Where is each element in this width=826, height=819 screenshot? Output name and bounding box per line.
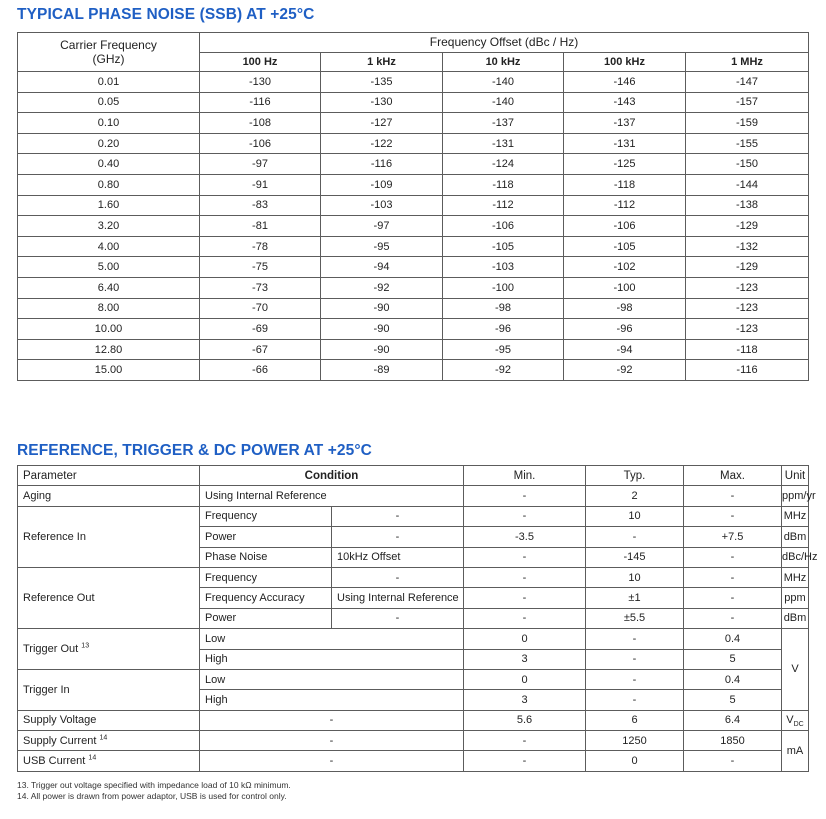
footnote: 14. All power is drawn from power adaptor, USB is used for control only. <box>17 790 287 801</box>
ref-out-min: - <box>464 588 586 608</box>
ref-in-unit: dBc/Hz <box>782 547 809 567</box>
trigger-in-max: 0.4 <box>684 669 782 689</box>
trigger-out-min: 0 <box>464 629 586 649</box>
phase-noise-cell: -102 <box>564 257 686 278</box>
trigger-out-condition: Low <box>200 629 464 649</box>
aging-max: - <box>684 486 782 506</box>
phase-noise-cell: -112 <box>443 195 564 216</box>
offset-header: 100 Hz <box>200 52 321 72</box>
phase-noise-cell: -106 <box>200 133 321 154</box>
min-header: Min. <box>464 466 586 486</box>
phase-noise-cell: -90 <box>321 298 443 319</box>
supply-current-typ: 1250 <box>586 731 684 751</box>
reference-out-param: Reference Out <box>18 567 200 628</box>
supply-voltage-condition: - <box>200 710 464 730</box>
ref-in-unit: dBm <box>782 527 809 547</box>
carrier-frequency-cell: 0.10 <box>18 113 200 134</box>
carrier-frequency-cell: 10.00 <box>18 319 200 340</box>
carrier-frequency-cell: 8.00 <box>18 298 200 319</box>
supply-current-param: Supply Current $^{14}$ <box>18 731 200 751</box>
phase-noise-cell: -69 <box>200 319 321 340</box>
ref-out-min: - <box>464 567 586 587</box>
table-row <box>18 751 809 771</box>
table-row <box>18 567 809 587</box>
phase-noise-cell: -92 <box>564 360 686 381</box>
table-row <box>18 113 809 134</box>
ref-in-min: -3.5 <box>464 527 586 547</box>
usb-current-param: USB Current $^{14}$ <box>18 751 200 771</box>
footnotes <box>17 780 291 801</box>
max-header: Max. <box>684 466 782 486</box>
table-row <box>18 629 809 649</box>
phase-noise-cell: -73 <box>200 277 321 298</box>
ref-in-condition: Phase Noise <box>200 547 332 567</box>
frequency-offset-header: Frequency Offset (dBc / Hz) <box>200 33 809 53</box>
aging-typ: 2 <box>586 486 684 506</box>
trigger-out-typ: - <box>586 649 684 669</box>
phase-noise-cell: -123 <box>686 277 809 298</box>
trigger-out-min: 3 <box>464 649 586 669</box>
usb-current-max: - <box>684 751 782 771</box>
trigger-out-typ: - <box>586 629 684 649</box>
carrier-frequency-cell: 12.80 <box>18 339 200 360</box>
phase-noise-cell: -123 <box>686 298 809 319</box>
table-row <box>18 257 809 278</box>
offset-header: 1 kHz <box>321 52 443 72</box>
current-unit: mA <box>782 731 809 772</box>
trigger-out-condition: High <box>200 649 464 669</box>
phase-noise-cell: -92 <box>443 360 564 381</box>
reference-in-param: Reference In <box>18 506 200 567</box>
ref-out-typ: 10 <box>586 567 684 587</box>
phase-noise-cell: -140 <box>443 72 564 93</box>
footnote: 13. Trigger out voltage specified with impedance load of 10 kΩ minimum. <box>17 780 291 790</box>
ref-in-condition: Frequency <box>200 506 332 526</box>
phase-noise-cell: -118 <box>686 339 809 360</box>
phase-noise-cell: -78 <box>200 236 321 257</box>
phase-noise-cell: -130 <box>200 72 321 93</box>
phase-noise-cell: -94 <box>564 339 686 360</box>
carrier-frequency-cell: 0.05 <box>18 92 200 113</box>
table-row <box>18 174 809 195</box>
phase-noise-cell: -96 <box>443 319 564 340</box>
table-row <box>18 154 809 175</box>
phase-noise-cell: -70 <box>200 298 321 319</box>
phase-noise-cell: -90 <box>321 339 443 360</box>
trigger-in-max: 5 <box>684 690 782 710</box>
ref-out-condition: Power <box>200 608 332 628</box>
ref-out-unit: MHz <box>782 567 809 587</box>
ref-out-typ: ±5.5 <box>586 608 684 628</box>
phase-noise-cell: -125 <box>564 154 686 175</box>
phase-noise-cell: -95 <box>321 236 443 257</box>
usb-current-condition: - <box>200 751 464 771</box>
phase-noise-cell: -108 <box>200 113 321 134</box>
trigger-in-condition: High <box>200 690 464 710</box>
supply-voltage-min: 5.6 <box>464 710 586 730</box>
table-row <box>18 486 809 506</box>
phase-noise-cell: -137 <box>443 113 564 134</box>
phase-noise-cell: -123 <box>686 319 809 340</box>
phase-noise-cell: -75 <box>200 257 321 278</box>
supply-voltage-typ: 6 <box>586 710 684 730</box>
table-row <box>18 72 809 93</box>
carrier-frequency-cell: 3.20 <box>18 216 200 237</box>
ref-out-max: - <box>684 608 782 628</box>
phase-noise-cell: -106 <box>443 216 564 237</box>
table-row <box>18 319 809 340</box>
carrier-frequency-cell: 4.00 <box>18 236 200 257</box>
phase-noise-cell: -109 <box>321 174 443 195</box>
ref-in-max: - <box>684 506 782 526</box>
table-row <box>18 216 809 237</box>
table-row <box>18 669 809 689</box>
phase-noise-cell: -100 <box>564 277 686 298</box>
ref-in-condition: Power <box>200 527 332 547</box>
ref-in-min: - <box>464 506 586 526</box>
ref-in-max: +7.5 <box>684 527 782 547</box>
parameter-header: Parameter <box>18 466 200 486</box>
reference-table <box>17 465 818 772</box>
unit-header: Unit <box>782 466 809 486</box>
table-row <box>18 277 809 298</box>
table-row <box>18 236 809 257</box>
phase-noise-cell: -116 <box>686 360 809 381</box>
phase-noise-cell: -66 <box>200 360 321 381</box>
phase-noise-cell: -137 <box>564 113 686 134</box>
phase-noise-cell: -118 <box>443 174 564 195</box>
phase-noise-cell: -116 <box>200 92 321 113</box>
phase-noise-cell: -127 <box>321 113 443 134</box>
phase-noise-cell: -81 <box>200 216 321 237</box>
ref-in-condition-detail: - <box>332 506 464 526</box>
ref-out-condition-detail: Using Internal Reference <box>332 588 464 608</box>
supply-voltage-unit: $V_{DC}$ <box>782 710 809 730</box>
aging-condition: Using Internal Reference <box>200 486 464 506</box>
phase-noise-cell: -97 <box>321 216 443 237</box>
supply-voltage-param: Supply Voltage <box>18 710 200 730</box>
phase-noise-cell: -155 <box>686 133 809 154</box>
ref-out-min: - <box>464 608 586 628</box>
phase-noise-cell: -92 <box>321 277 443 298</box>
phase-noise-cell: -91 <box>200 174 321 195</box>
ref-in-min: - <box>464 547 586 567</box>
phase-noise-cell: -147 <box>686 72 809 93</box>
phase-noise-cell: -131 <box>564 133 686 154</box>
table-row <box>18 506 809 526</box>
table-row <box>18 92 809 113</box>
phase-noise-cell: -105 <box>443 236 564 257</box>
phase-noise-cell: -143 <box>564 92 686 113</box>
phase-noise-cell: -131 <box>443 133 564 154</box>
table-row <box>18 731 809 751</box>
offset-header: 10 kHz <box>443 52 564 72</box>
carrier-frequency-cell: 0.20 <box>18 133 200 154</box>
aging-unit: ppm/yr <box>782 486 809 506</box>
condition-header: Condition <box>200 466 464 486</box>
phase-noise-cell: -159 <box>686 113 809 134</box>
trigger-in-param: Trigger In <box>18 669 200 710</box>
reference-title: REFERENCE, TRIGGER & DC POWER AT +25°C <box>17 442 372 459</box>
usb-current-typ: 0 <box>586 751 684 771</box>
trigger-in-typ: - <box>586 669 684 689</box>
phase-noise-cell: -138 <box>686 195 809 216</box>
phase-noise-cell: -144 <box>686 174 809 195</box>
phase-noise-cell: -100 <box>443 277 564 298</box>
trigger-in-min: 3 <box>464 690 586 710</box>
trigger-unit: V <box>782 629 809 711</box>
trigger-out-param: Trigger Out $^{13}$ <box>18 629 200 670</box>
table-row <box>18 195 809 216</box>
ref-in-max: - <box>684 547 782 567</box>
carrier-frequency-cell: 0.40 <box>18 154 200 175</box>
offset-header: 100 kHz <box>564 52 686 72</box>
phase-noise-cell: -150 <box>686 154 809 175</box>
phase-noise-cell: -97 <box>200 154 321 175</box>
ref-out-condition: Frequency Accuracy <box>200 588 332 608</box>
ref-out-condition: Frequency <box>200 567 332 587</box>
phase-noise-cell: -89 <box>321 360 443 381</box>
trigger-in-condition: Low <box>200 669 464 689</box>
ref-out-typ: ±1 <box>586 588 684 608</box>
ref-in-typ: -145 <box>586 547 684 567</box>
phase-noise-cell: -129 <box>686 257 809 278</box>
phase-noise-cell: -105 <box>564 236 686 257</box>
trigger-out-max: 0.4 <box>684 629 782 649</box>
carrier-frequency-cell: 15.00 <box>18 360 200 381</box>
phase-noise-cell: -103 <box>443 257 564 278</box>
aging-param: Aging <box>18 486 200 506</box>
table-row <box>18 360 809 381</box>
phase-noise-cell: -132 <box>686 236 809 257</box>
ref-out-max: - <box>684 567 782 587</box>
phase-noise-cell: -95 <box>443 339 564 360</box>
ref-in-unit: MHz <box>782 506 809 526</box>
carrier-frequency-cell: 5.00 <box>18 257 200 278</box>
phase-noise-cell: -96 <box>564 319 686 340</box>
trigger-out-max: 5 <box>684 649 782 669</box>
phase-noise-cell: -103 <box>321 195 443 216</box>
phase-noise-cell: -112 <box>564 195 686 216</box>
ref-out-max: - <box>684 588 782 608</box>
phase-noise-table <box>17 32 809 381</box>
phase-noise-cell: -116 <box>321 154 443 175</box>
phase-noise-cell: -157 <box>686 92 809 113</box>
ref-out-unit: ppm <box>782 588 809 608</box>
table-row <box>18 133 809 154</box>
ref-in-condition-detail: - <box>332 527 464 547</box>
phase-noise-cell: -67 <box>200 339 321 360</box>
carrier-frequency-cell: 1.60 <box>18 195 200 216</box>
carrier-frequency-cell: 0.01 <box>18 72 200 93</box>
supply-voltage-max: 6.4 <box>684 710 782 730</box>
phase-noise-cell: -140 <box>443 92 564 113</box>
phase-noise-cell: -98 <box>564 298 686 319</box>
ref-in-typ: - <box>586 527 684 547</box>
ref-out-condition-detail: - <box>332 567 464 587</box>
supply-current-max: 1850 <box>684 731 782 751</box>
supply-current-min: - <box>464 731 586 751</box>
usb-current-min: - <box>464 751 586 771</box>
phase-noise-cell: -146 <box>564 72 686 93</box>
table-row <box>18 298 809 319</box>
phase-noise-title: TYPICAL PHASE NOISE (SSB) AT +25°C <box>17 6 315 23</box>
phase-noise-cell: -98 <box>443 298 564 319</box>
phase-noise-cell: -83 <box>200 195 321 216</box>
trigger-in-typ: - <box>586 690 684 710</box>
trigger-in-min: 0 <box>464 669 586 689</box>
phase-noise-cell: -135 <box>321 72 443 93</box>
typ-header: Typ. <box>586 466 684 486</box>
table-row <box>18 339 809 360</box>
phase-noise-cell: -90 <box>321 319 443 340</box>
phase-noise-cell: -129 <box>686 216 809 237</box>
phase-noise-cell: -122 <box>321 133 443 154</box>
carrier-frequency-cell: 0.80 <box>18 174 200 195</box>
table-row <box>18 710 809 730</box>
carrier-frequency-cell: 6.40 <box>18 277 200 298</box>
ref-out-condition-detail: - <box>332 608 464 628</box>
phase-noise-cell: -124 <box>443 154 564 175</box>
carrier-frequency-header: Carrier Frequency (GHz) <box>18 33 200 72</box>
phase-noise-cell: -130 <box>321 92 443 113</box>
supply-current-condition: - <box>200 731 464 751</box>
ref-out-unit: dBm <box>782 608 809 628</box>
phase-noise-cell: -94 <box>321 257 443 278</box>
aging-min: - <box>464 486 586 506</box>
offset-header: 1 MHz <box>686 52 809 72</box>
phase-noise-cell: -118 <box>564 174 686 195</box>
ref-in-typ: 10 <box>586 506 684 526</box>
phase-noise-cell: -106 <box>564 216 686 237</box>
ref-in-condition-detail: 10kHz Offset <box>332 547 464 567</box>
